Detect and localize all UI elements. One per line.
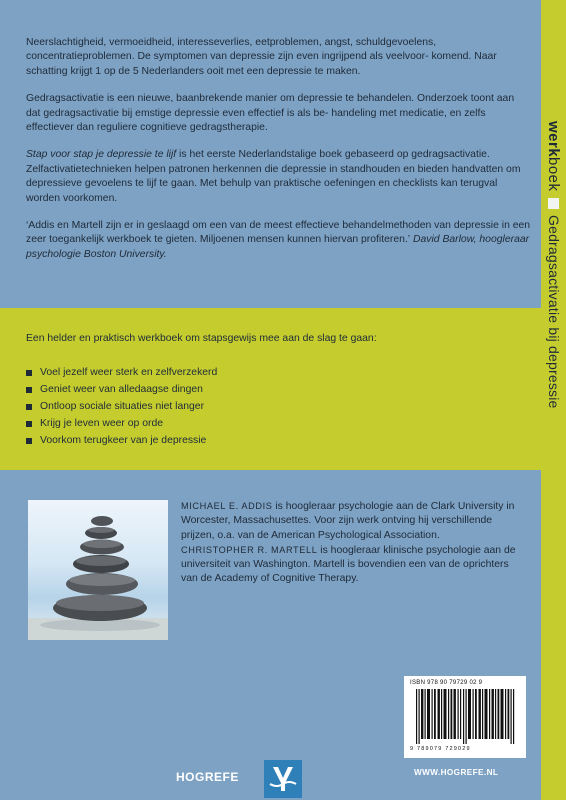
square-bullet-icon: [26, 370, 32, 376]
square-divider-icon: [548, 198, 559, 209]
list-item: [26, 364, 217, 381]
author-bio: [181, 499, 526, 587]
author-name-addis: MICHAEL E. ADDIS: [181, 501, 273, 511]
book-title-italic: Stap voor stap je depressie te lijf: [26, 149, 177, 161]
publisher-website: WWW.HOGREFE.NL: [414, 768, 499, 777]
author-bio-addis: is hoogleraar psychologie aan de Clark University in Worcester, Massachusettes. Voor zijn werk ontving hij verschillende prijzen, o.a. van de American Psychological Association.: [181, 501, 515, 541]
paragraph-symptoms: Neerslachtigheid, vermoeidheid, interesseverlies, eetproblemen, angst, schuldgevoelens, concentratieproblemen. De symptomen van depressie zijn even ingrijpend als veelvoor- komend. Naar schatting krijgt 1 op de 5 Nederlanders ooit met een depressie te maken.: [26, 37, 497, 77]
quote-author: David Barlow, hoogleraar psychologie Boston University.: [26, 234, 530, 260]
paragraph-behavioral-activation: Gedragsactivatie is een nieuwe, baanbrekende manier om depressie te behandelen. Onderzoek toont aan dat gedragsactivatie bij emstige depressie even effectief is als be- handeling met medicatie, en zelfs effectiever dan reguliere cognitieve gedragstherapie.: [26, 93, 515, 134]
spine-title: [546, 121, 561, 408]
square-bullet-icon: [26, 404, 32, 410]
author-bio-martell: is hoogleraar klinische psychologie aan de universiteit van Washington. Martell is bovendien een van de oprichters van de Academy of Cognitive Therapy.: [181, 544, 516, 585]
stacked-stones-photo: [28, 500, 168, 640]
square-bullet-icon: [26, 387, 32, 393]
barcode: [404, 676, 526, 758]
barcode-icon: [410, 689, 520, 744]
author-name-martell: CHRISTOPHER R. MARTELL: [181, 544, 318, 555]
spine-word-boek: boek: [545, 157, 562, 192]
list-item-label: Krijg je leven weer op orde: [40, 418, 164, 429]
quote-text: ‘Addis en Martell zijn er in geslaagd om een van de meest effectieve behandelmethoden van depressie in een zeer toegankelijk werkboek te gieten. Miljoenen mensen kunnen hiervan profiteren.’: [26, 220, 531, 246]
list-item-label: Voel jezelf weer sterk en zelfverzekerd: [40, 367, 218, 378]
hogrefe-logo-icon: [264, 760, 302, 798]
list-item: [26, 432, 217, 449]
isbn-number: ISBN 978 90 79729 02 9: [410, 680, 483, 686]
list-item: [26, 381, 217, 398]
publisher-name: HOGREFE: [176, 770, 239, 784]
square-bullet-icon: [26, 421, 32, 427]
square-bullet-icon: [26, 438, 32, 444]
benefits-list: [26, 364, 217, 449]
book-intro-text: is het eerste Nederlandstalige boek gebaseerd op gedragsactivatie. Zelfactivatietechnieken helpen patronen herkennen die depressie in standhouden en bieden handvatten om depressieve gevoelens te lijf te gaan. Met behulp van praktische oefeningen en checklists kan terugval worden voorkomen.: [26, 149, 521, 204]
paragraph-quote: [26, 219, 531, 262]
list-item-label: Ontloop sociale situaties niet langer: [40, 401, 205, 412]
benefits-intro: Een helder en praktisch werkboek om stapsgewijs mee aan de slag te gaan:: [26, 333, 377, 344]
description-text: [26, 36, 531, 275]
list-item: [26, 415, 217, 432]
benefits-band: [0, 308, 541, 470]
spine-word-werk: werk: [545, 121, 562, 158]
barcode-digits: 9 789079 729029: [410, 746, 471, 752]
paragraph-book-intro: [26, 148, 531, 206]
spine-subtitle: Gedragsactivatie bij depressie: [546, 214, 562, 409]
stacked-stones-icon: [28, 500, 168, 640]
list-item: [26, 398, 217, 415]
list-item-label: Geniet weer van alledaagse dingen: [40, 384, 203, 395]
list-item-label: Voorkom terugkeer van je depressie: [40, 435, 207, 446]
